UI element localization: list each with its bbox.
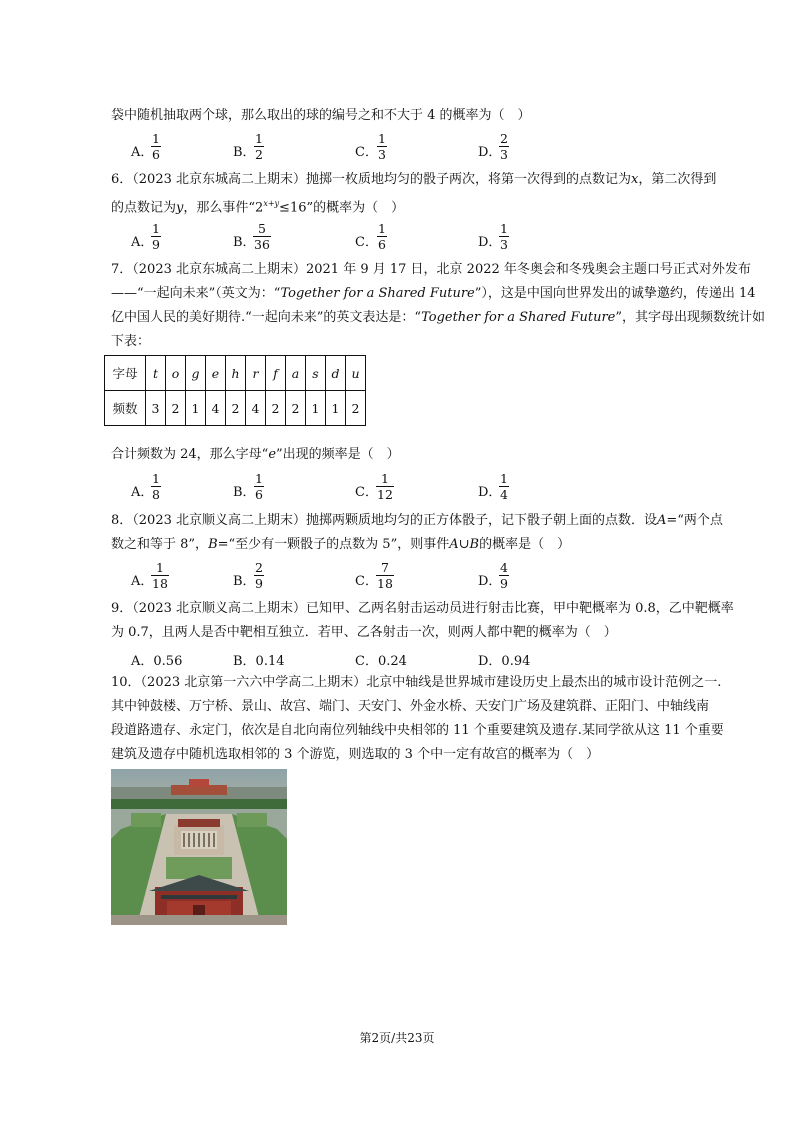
- q6-line-2: [111, 196, 404, 216]
- q5-option-a-label: A．: [131, 145, 154, 160]
- q8-option-a-fraction: [151, 561, 169, 590]
- numerator: 1: [500, 471, 508, 486]
- denominator: 4: [500, 487, 508, 502]
- q10-line-2: 其中钟鼓楼、万宁桥、景山、故宫、端门、天安门、外金水桥、天安门广场及建筑群、正阳门、中轴线南: [111, 699, 710, 714]
- row-header: 字母: [105, 356, 146, 391]
- denominator: 6: [255, 487, 263, 502]
- expr-relation: ≤16: [279, 200, 307, 216]
- denominator: 18: [377, 576, 393, 591]
- table-cell: 1: [306, 391, 326, 426]
- q7-slogan: Together for a Shared Future: [421, 310, 616, 325]
- q7-text: 亿中国人民的美好期待.“一起向未来”的英文表达是：“: [111, 310, 422, 325]
- numerator: 1: [255, 131, 263, 146]
- row-header: 频数: [105, 391, 146, 426]
- q8-text: =“至少有一颗骰子的点数为 5”，则事件: [217, 537, 450, 552]
- denominator: 12: [377, 487, 393, 502]
- numerator: 2: [500, 131, 508, 146]
- q6-text: ，第二次得到: [638, 172, 717, 187]
- q7-option-b-fraction: [254, 472, 264, 501]
- q5-option-a-fraction: [151, 132, 161, 161]
- q8-text: =“两个点: [666, 513, 723, 528]
- denominator: 3: [378, 147, 386, 162]
- table-cell: 4: [246, 391, 266, 426]
- expr-base: 2: [255, 200, 264, 216]
- denominator: 2: [255, 147, 263, 162]
- q9-option-d: D．0.94: [478, 654, 531, 669]
- q6-option-a-fraction: [151, 222, 161, 251]
- q5-option-c-label: C．: [355, 145, 378, 160]
- table-cell: o: [166, 356, 186, 391]
- table-cell: 3: [146, 391, 166, 426]
- q8-option-d-fraction: [499, 561, 509, 590]
- table-cell: 4: [206, 391, 226, 426]
- q7-text: ”，其字母出现频数统计如: [615, 310, 766, 325]
- var-a: A: [657, 513, 667, 528]
- denominator: 6: [378, 237, 386, 252]
- table-cell: e: [206, 356, 226, 391]
- table-cell: 2: [266, 391, 286, 426]
- q7-option-c-fraction: [376, 472, 394, 501]
- table-cell: 1: [326, 391, 346, 426]
- denominator: 3: [500, 237, 508, 252]
- table-cell: 1: [186, 391, 206, 426]
- q6-option-b-label: B．: [233, 235, 256, 250]
- numerator: 1: [378, 221, 386, 236]
- table-cell: a: [286, 356, 306, 391]
- var-y: y: [176, 200, 184, 216]
- table-row: [105, 356, 366, 391]
- numerator: 1: [152, 131, 160, 146]
- numerator: 1: [152, 221, 160, 236]
- q6-text: ”的概率为（ ）: [306, 200, 405, 216]
- numerator: 1: [380, 471, 389, 486]
- table-cell: s: [306, 356, 326, 391]
- denominator: 9: [500, 576, 508, 591]
- numerator: 5: [257, 221, 266, 236]
- q6-option-b-fraction: [253, 222, 271, 251]
- table-row: [105, 391, 366, 426]
- table-cell: 2: [346, 391, 366, 426]
- frequency-table: [104, 355, 366, 426]
- q6-option-d-label: D．: [478, 235, 502, 250]
- denominator: 8: [152, 487, 160, 502]
- table-cell: f: [266, 356, 286, 391]
- q8-option-b-label: B．: [233, 574, 256, 589]
- numerator: 1: [500, 221, 508, 236]
- page-number: 第2页/共23页: [359, 1031, 435, 1045]
- table-cell: h: [226, 356, 246, 391]
- q5-stem: 袋中随机抽取两个球，那么取出的球的编号之和不大于 4 的概率为（ ）: [111, 108, 531, 123]
- q9-option-b: B．0.14: [233, 654, 285, 669]
- photo-illustration: [111, 769, 287, 925]
- q7-text: ——“一起向未来”（英文为：“: [111, 286, 281, 301]
- q8-text: 数之和等于 8”，: [111, 537, 209, 552]
- q8-option-d-label: D．: [478, 574, 502, 589]
- numerator: 1: [152, 471, 160, 486]
- q8-option-c-fraction: [376, 561, 394, 590]
- q6-option-d-fraction: [499, 222, 509, 251]
- q8-line-1: [111, 513, 723, 529]
- numerator: 1: [378, 131, 386, 146]
- q9-line-1: 9．（2023 北京顺义高二上期末）已知甲、乙两名射击运动员进行射击比赛，甲中靶概率为 0.8，乙中靶概率: [111, 601, 734, 616]
- table-cell: 2: [286, 391, 306, 426]
- q7-option-d-fraction: [499, 472, 509, 501]
- union-expression: A∪B: [449, 537, 480, 552]
- q7-text: 合计频数为 24，那么字母“: [111, 447, 269, 462]
- table-cell: t: [146, 356, 166, 391]
- table-cell: g: [186, 356, 206, 391]
- q7-slogan: Together for a Shared Future: [280, 286, 475, 301]
- q10-line-3: 段道路遗存、永定门，依次是自北向南位列轴线中央相邻的 11 个重要建筑及遗存.某同学欲从这 11 个重要: [111, 723, 724, 738]
- denominator: 3: [500, 147, 508, 162]
- denominator: 9: [152, 237, 160, 252]
- q7-line-2: [111, 286, 756, 302]
- q6-option-c-fraction: [377, 222, 387, 251]
- q5-option-d-fraction: [499, 132, 509, 161]
- numerator: 7: [380, 560, 389, 575]
- q5-option-b-fraction: [254, 132, 264, 161]
- q7-line-1: 7．（2023 北京东城高二上期末）2021 年 9 月 17 日，北京 2022 年冬奥会和冬残奥会主题口号正式对外发布: [111, 262, 751, 277]
- tiananmen-aerial-photo: [111, 769, 287, 925]
- q9-option-a: A．0.56: [131, 654, 183, 669]
- q8-text: 8．（2023 北京顺义高二上期末）抛掷两颗质地均匀的正方体骰子，记下骰子朝上面的点数．设: [111, 513, 657, 528]
- q10-line-1: 10．（2023 北京第一六六中学高二上期末）北京中轴线是世界城市建设历史上最杰出的城市设计范例之一.: [111, 675, 722, 690]
- q5-option-d-label: D．: [478, 145, 502, 160]
- table-cell: r: [246, 356, 266, 391]
- denominator: 9: [255, 576, 263, 591]
- table-cell: 2: [166, 391, 186, 426]
- q9-line-2: 为 0.7，且两人是否中靶相互独立．若甲、乙各射击一次，则两人都中靶的概率为（ ）: [111, 625, 617, 640]
- q7-option-c-label: C．: [355, 485, 378, 500]
- q7-option-a-fraction: [151, 472, 161, 501]
- var-x: x: [631, 172, 639, 187]
- q6-text: 的点数记为: [111, 200, 177, 216]
- q6-line-1: [111, 172, 716, 188]
- q8-option-c-label: C．: [355, 574, 378, 589]
- table-cell: u: [346, 356, 366, 391]
- q5-option-c-fraction: [377, 132, 387, 161]
- q7-text: ”出现的频率是（ ）: [276, 447, 400, 462]
- q7-option-a-label: A．: [131, 485, 154, 500]
- q8-option-b-fraction: [254, 561, 264, 590]
- numerator: 4: [500, 560, 508, 575]
- q7-after-table: [111, 447, 400, 463]
- q6-option-c-label: C．: [355, 235, 378, 250]
- q6-text: ，那么事件“: [183, 200, 256, 216]
- q7-text: ”），这是中国向世界发出的诚挚邀约，传递出 14: [474, 286, 756, 301]
- q7-line-4: 下表：: [111, 334, 151, 349]
- q8-line-2: [111, 537, 570, 553]
- expr-exponent: x+y: [263, 199, 280, 208]
- q9-option-c: C．0.24: [355, 654, 407, 669]
- numerator: 1: [255, 471, 263, 486]
- var-b: B: [208, 537, 218, 552]
- q7-line-3: [111, 310, 765, 326]
- q6-text: 6．（2023 北京东城高二上期末）抛掷一枚质地均匀的骰子两次，将第一次得到的点数记为: [111, 172, 631, 187]
- q7-option-d-label: D．: [478, 485, 502, 500]
- letter-e: e: [268, 447, 277, 462]
- q8-text: 的概率是（ ）: [479, 537, 571, 552]
- q6-option-a-label: A．: [131, 235, 154, 250]
- q7-option-b-label: B．: [233, 485, 256, 500]
- q10-line-4: 建筑及遗存中随机选取相邻的 3 个游览，则选取的 3 个中一定有故宫的概率为（ ）: [111, 747, 600, 762]
- denominator: 18: [152, 576, 168, 591]
- denominator: 6: [152, 147, 160, 162]
- q5-option-b-label: B．: [233, 145, 256, 160]
- numerator: 1: [155, 560, 164, 575]
- table-cell: 2: [226, 391, 246, 426]
- denominator: 36: [254, 237, 270, 252]
- table-cell: d: [326, 356, 346, 391]
- q8-option-a-label: A．: [131, 574, 154, 589]
- numerator: 2: [255, 560, 263, 575]
